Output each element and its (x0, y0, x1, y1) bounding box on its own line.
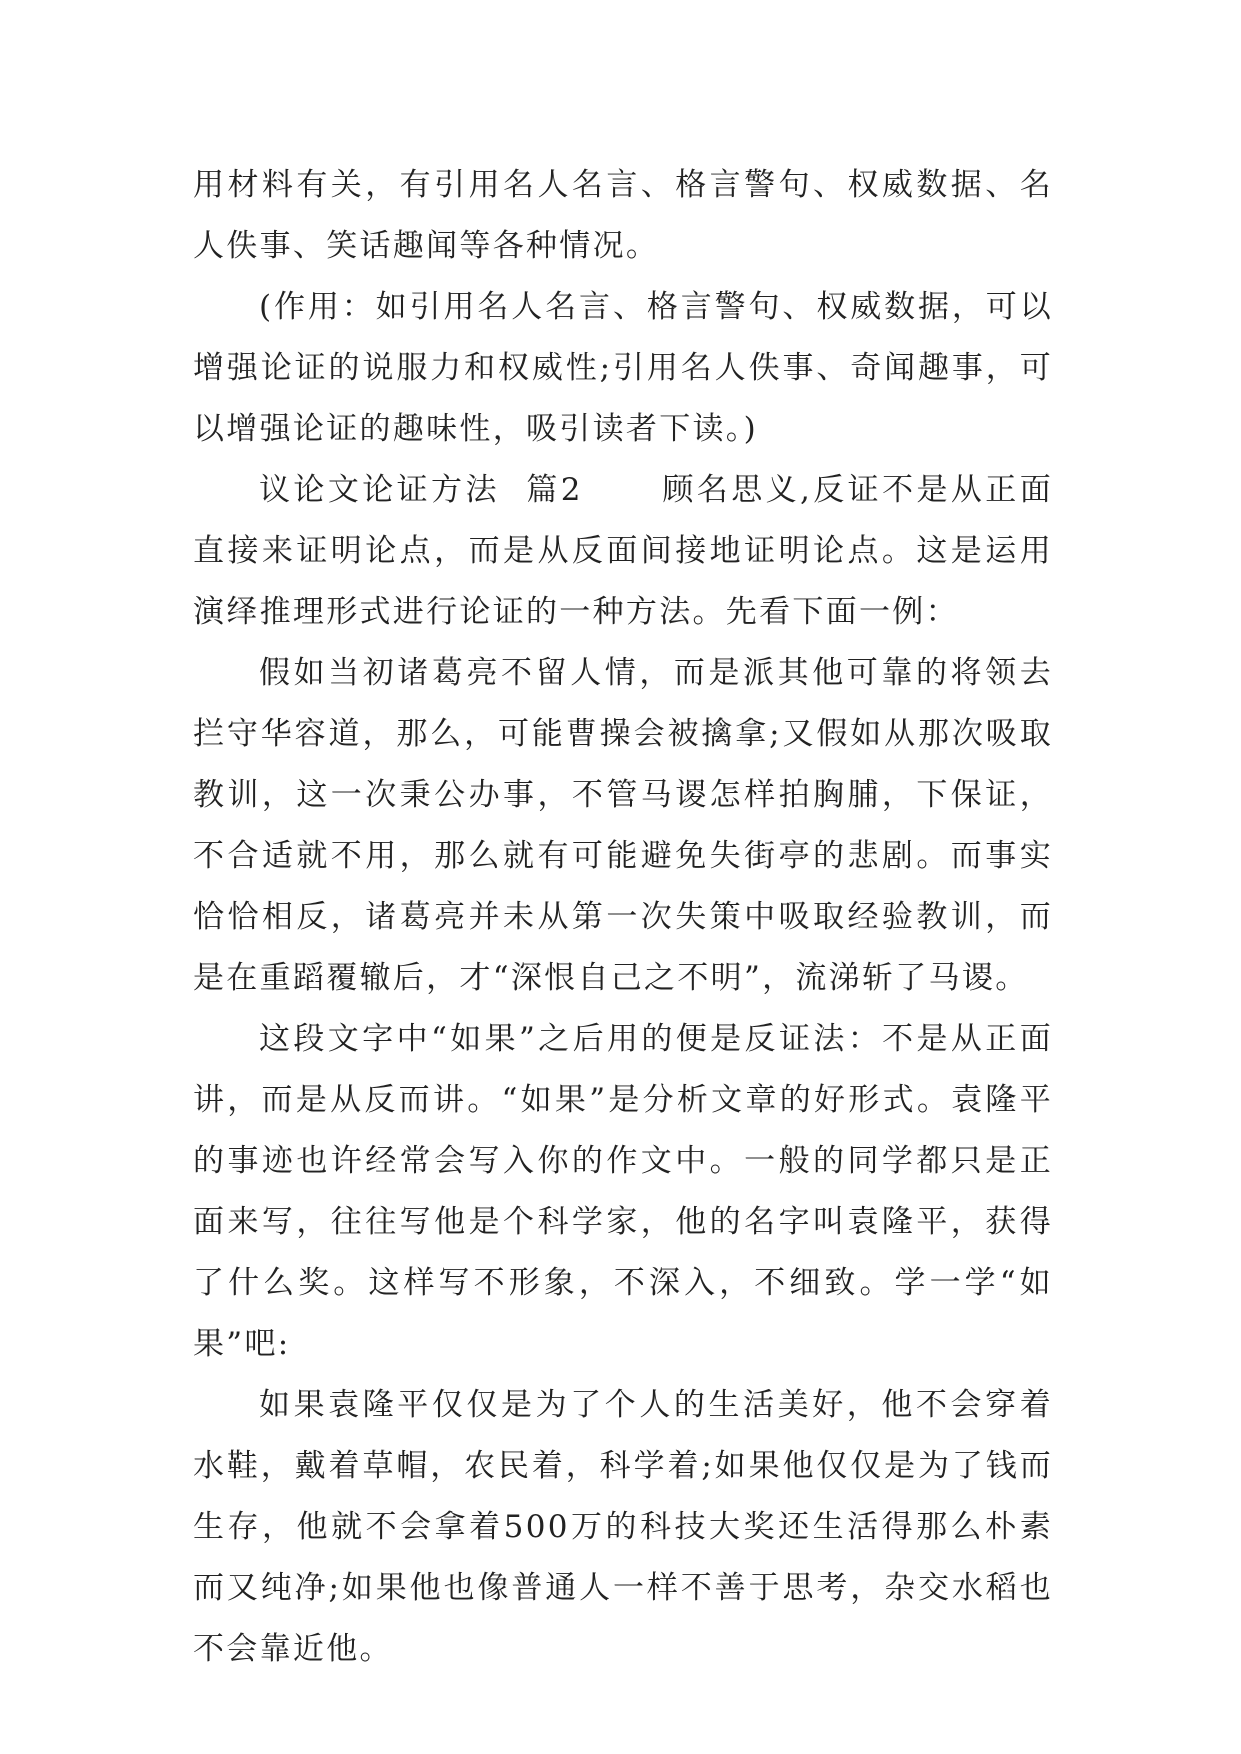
paragraph-text: (作用：如引用名人名言、格言警句、权威数据，可以增强论证的说服力和权威性;引用名人佚事、奇闻趣事，可以增强论证的趣味性，吸引读者下读。) (193, 289, 1053, 447)
paragraph-4 (193, 643, 1053, 1009)
paragraph-6 (193, 1375, 1053, 1680)
paragraph-text: 这段文字中“如果”之后用的便是反证法：不是从正面讲，而是从反而讲。“如果”是分析文章的好形式。袁隆平的事迹也许经常会写入你的作文中。一般的同学都只是正面来写，往往写他是个科学家，他的名字叫袁隆平，获得了什么奖。这样写不形象，不深入，不细致。学一学“如果”吧: (193, 1021, 1053, 1362)
section-title: 议论文论证方法 篇2 (259, 472, 583, 508)
paragraph-2 (193, 277, 1053, 460)
paragraph-text: 如果袁隆平仅仅是为了个人的生活美好，他不会穿着水鞋，戴着草帽，农民着，科学着;如果他仅仅是为了钱而生存，他就不会拿着500万的科技大奖还生活得那么朴素而又纯净;如果他也像普通人一样不善于思考，杂交水稻也不会靠近他。 (193, 1387, 1053, 1667)
document-page (193, 155, 1053, 1680)
paragraph-text: 顾名思义,反证不是从正面直接来证明论点，而是从反面间接地证明论点。这是运用演绎推理形式进行论证的一种方法。先看下面一例： (193, 472, 1053, 630)
paragraph-3 (193, 460, 1053, 643)
paragraph-text: 用材料有关，有引用名人名言、格言警句、权威数据、名人佚事、笑话趣闻等各种情况。 (193, 167, 1053, 264)
title-gap (583, 472, 663, 508)
paragraph-text: 假如当初诸葛亮不留人情，而是派其他可靠的将领去拦守华容道，那么，可能曹操会被擒拿;又假如从那次吸取教训，这一次秉公办事，不管马谡怎样拍胸脯，下保证，不合适就不用，那么就有可能避免失街亭的悲剧。而事实恰恰相反，诸葛亮并未从第一次失策中吸取经验教训，而是在重蹈覆辙后，才“深恨自己之不明”，流涕斩了马谡。 (193, 655, 1053, 996)
paragraph-5 (193, 1009, 1053, 1375)
paragraph-1 (193, 155, 1053, 277)
